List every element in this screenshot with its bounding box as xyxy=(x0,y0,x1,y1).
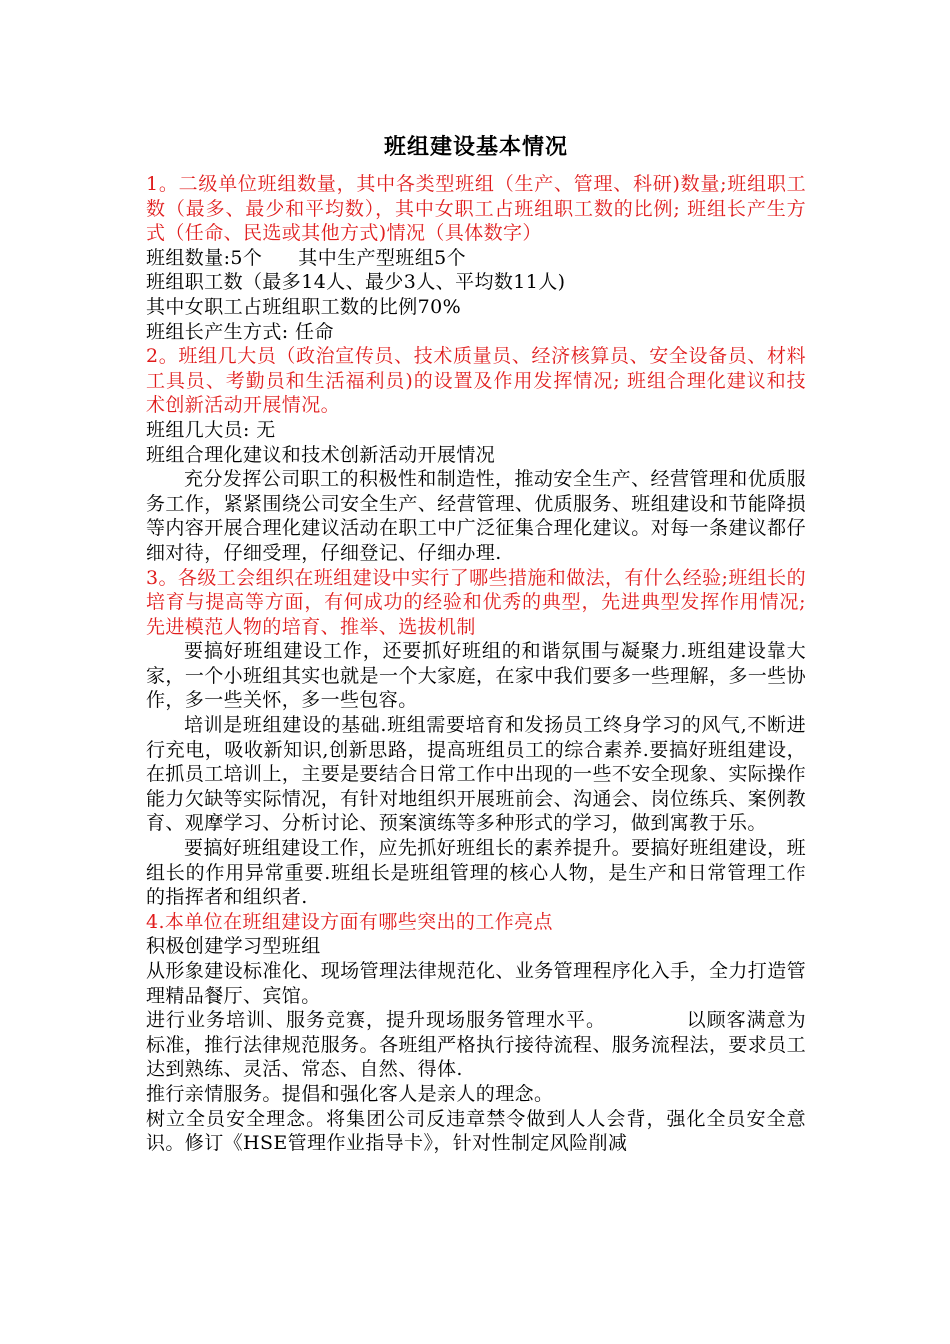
activities-heading: 班组合理化建议和技术创新活动开展情况 xyxy=(146,443,496,466)
section-1-question: 1。二级单位班组数量，其中各类型班组（生产、管理、科研)数量;班组职工数（最多、最少和平均数），其中女职工占班组职工数的比例; 班组长产生方式（任命、民选或其他方式)情况（具体数字） xyxy=(146,173,806,245)
female-ratio: 其中女职工占班组职工数的比例70% xyxy=(146,295,462,318)
team-workers: 班组职工数（最多14人、最少3人、平均数11人) xyxy=(146,271,566,294)
leader-method: 班组长产生方式: 任命 xyxy=(146,320,334,343)
section-4-line-2 xyxy=(146,1008,806,1082)
section-4-line-2a: 进行业务培训、服务竞赛，提升现场服务管理水平。 xyxy=(146,1009,606,1032)
team-count: 班组数量:5个 xyxy=(146,246,263,269)
section-4-line-1: 从形象建设标准化、现场管理法律规范化、业务管理程序化入手，全力打造管理精品餐厅、宾馆。 xyxy=(146,960,806,1007)
section-3-paragraph-1: 要搞好班组建设工作，还要抓好班组的和谐氛围与凝聚力.班组建设靠大家，一个小班组其实也就是一个大家庭，在家中我们要多一些理解，多一些协作，多一些关怀，多一些包容。 xyxy=(146,640,806,712)
section-3-paragraph-3: 要搞好班组建设工作，应先抓好班组长的素养提升。要搞好班组建设，班组长的作用异常重要.班组长是班组管理的核心人物，是生产和日常管理工作的指挥者和组织者. xyxy=(146,837,806,909)
activities-text: 充分发挥公司职工的积极性和制造性，推动安全生产、经营管理和优质服务工作，紧紧围绕公司安全生产、经营管理、优质服务、班组建设和节能降损等内容开展合理化建议活动在职工中广泛征集合理化建议。对每一条建议都仔细对待，仔细受理，仔细登记、仔细办理. xyxy=(146,468,806,564)
team-count-line xyxy=(146,246,806,271)
production-team-count: 其中生产型班组5个 xyxy=(298,246,466,269)
document-page xyxy=(146,132,806,1156)
section-4-line-4: 树立全员安全理念。将集团公司反违章禁令做到人人会背，强化全员安全意识。修订《HSE管理作业指导卡》，针对性制定风险削减 xyxy=(146,1107,806,1155)
section-3-question: 3。各级工会组织在班组建设中实行了哪些措施和做法，有什么经验;班组长的培育与提高等方面，有何成功的经验和优秀的典型，先进典型发挥作用情况;先进模范人物的培育、推举、选拔机制 xyxy=(146,566,806,638)
section-3-paragraph-2: 培训是班组建设的基础.班组需要培育和发扬员工终身学习的风气,不断进行充电，吸收新知识,创新思路，提高班组员工的综合素养.要搞好班组建设，在抓员工培训上，主要是要结合日常工作中出现的一些不安全现象、实际操作能力欠缺等实际情况，有针对地组织开展班前会、沟通会、岗位练兵、案例教育、观摩学习、分析讨论、预案演练等多种形式的学习，做到寓教于乐。 xyxy=(146,714,806,835)
team-staff: 班组几大员: 无 xyxy=(146,418,276,441)
section-4-line-2b: 以顾客满意为标准，推行法律规范服务。各班组严格执行接待流程、服务流程法，要求员工达到熟练、灵活、常态、自然、得体. xyxy=(146,1009,806,1081)
page-title: 班组建设基本情况 xyxy=(383,134,568,160)
section-4-question: 4.本单位在班组建设方面有哪些突出的工作亮点 xyxy=(146,910,553,933)
section-2-question: 2。班组几大员（政治宣传员、技术质量员、经济核算员、安全设备员、材料工具员、考勤员和生活福利员)的设置及作用发挥情况; 班组合理化建议和技术创新活动开展情况。 xyxy=(146,345,806,417)
section-4-heading: 积极创建学习型班组 xyxy=(146,935,321,958)
section-4-line-3: 推行亲情服务。提倡和强化客人是亲人的理念。 xyxy=(146,1082,554,1105)
